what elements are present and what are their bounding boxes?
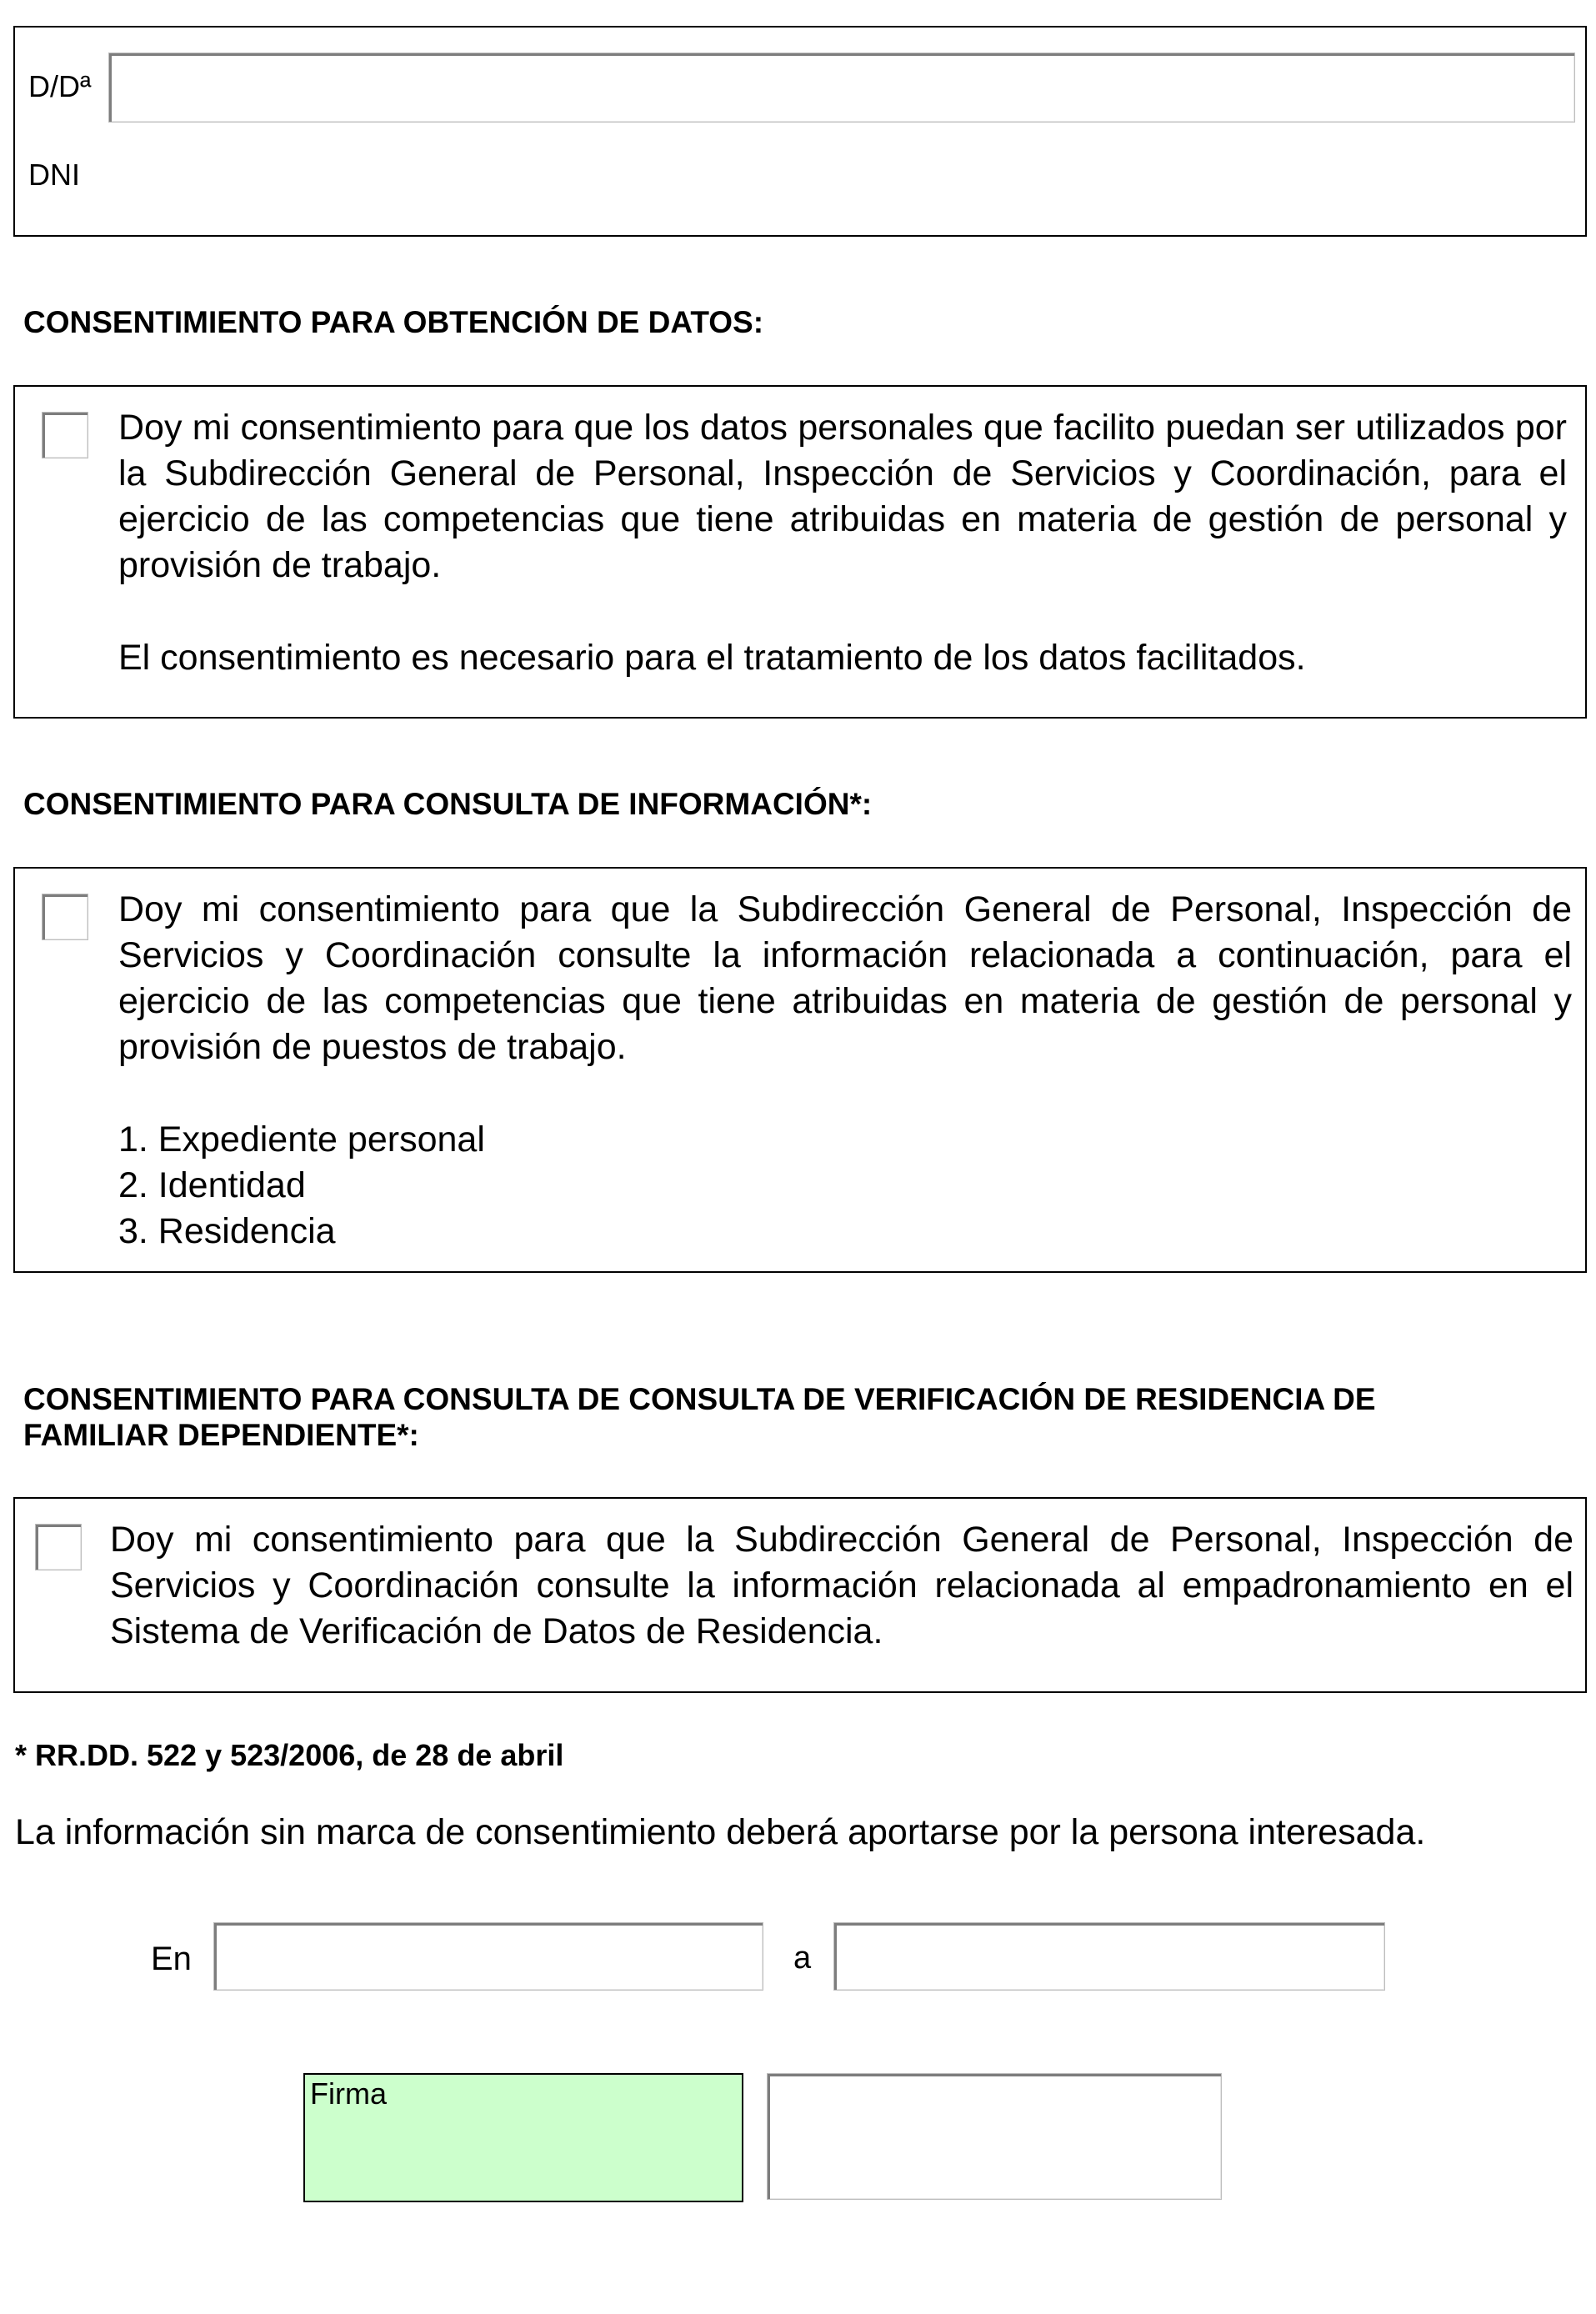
signature-label: Firma [310, 2076, 387, 2111]
consent-info-list [118, 1117, 485, 1255]
dni-label: DNI [28, 158, 80, 192]
footnote: * RR.DD. 522 y 523/2006, de 28 de abril [15, 1738, 564, 1772]
signature-field[interactable] [767, 2073, 1222, 2200]
identity-section [13, 26, 1587, 237]
consent-residence-text: Doy mi consentimiento para que la Subdirección General de Personal, Inspección de Servicios y Coordinación consulte la información relacionada al empadronamiento en el Sistema de Verificación de Datos de Residencia. [110, 1520, 1573, 1651]
list-item: 2. Identidad [118, 1165, 306, 1205]
consent-residence-section [13, 1497, 1587, 1693]
consent-info-section [13, 867, 1587, 1273]
consent-residence-checkbox[interactable] [35, 1524, 82, 1570]
consent-data-checkbox[interactable] [42, 412, 88, 458]
date-label: a [793, 1941, 812, 1976]
consent-info-heading: CONSENTIMIENTO PARA CONSULTA DE INFORMACIÓN*: [23, 787, 873, 821]
consent-data-note: El consentimiento es necesario para el tratamiento de los datos facilitados. [118, 638, 1306, 678]
consent-data-heading: CONSENTIMIENTO PARA OBTENCIÓN DE DATOS: [23, 305, 764, 339]
consent-data-text: Doy mi consentimiento para que los datos personales que facilito puedan ser utilizados por la Subdirección General de Personal, Inspección de Servicios y Coordinación, para el ejercicio de las competencias que tiene atribuidas en materia de gestión de personal y provisión de trabajo. [118, 408, 1567, 585]
consent-data-section [13, 385, 1587, 719]
consent-residence-heading [23, 1381, 1376, 1453]
consent-residence-heading-line2: FAMILIAR DEPENDIENTE*: [23, 1418, 419, 1452]
place-field[interactable] [213, 1922, 763, 1991]
signature-label-box [303, 2073, 743, 2202]
name-label: D/Dª [28, 69, 92, 103]
name-field[interactable] [108, 53, 1575, 123]
consent-residence-heading-line1: CONSENTIMIENTO PARA CONSULTA DE CONSULTA DE VERIFICACIÓN DE RESIDENCIA DE [23, 1382, 1376, 1416]
consent-info-checkbox[interactable] [42, 894, 88, 940]
place-label: En [151, 1941, 192, 1977]
consent-info-text: Doy mi consentimiento para que la Subdirección General de Personal, Inspección de Servicios y Coordinación consulte la información relacionada a continuación, para el ejercicio de las competencias que tiene atribuidas en materia de gestión de personal y provisión de puestos de trabajo. [118, 889, 1572, 1067]
notice-text: La información sin marca de consentimiento deberá aportarse por la persona interesada. [15, 1812, 1426, 1852]
list-item: 3. Residencia [118, 1211, 336, 1251]
date-field[interactable] [833, 1922, 1385, 1991]
list-item: 1. Expediente personal [118, 1119, 485, 1160]
